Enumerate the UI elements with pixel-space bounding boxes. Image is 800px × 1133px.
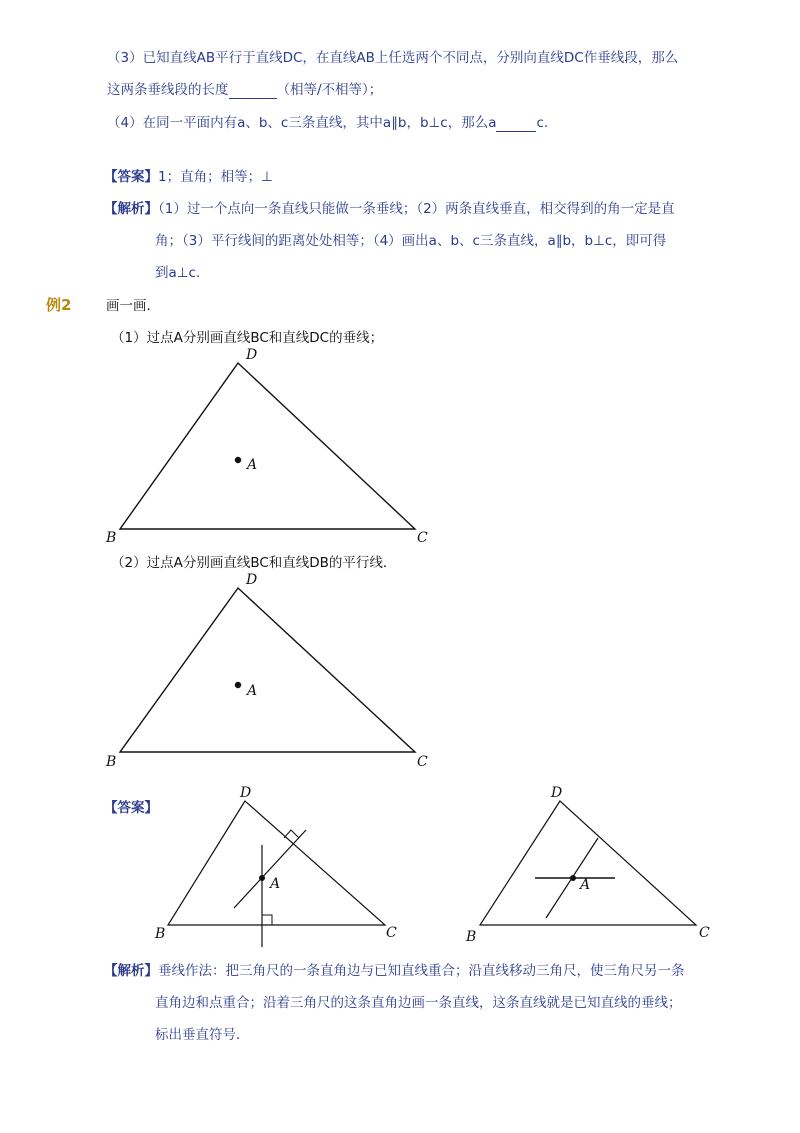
answer-label-b-left: B [155, 926, 166, 942]
analysis1-line1: （1）过一个点向一条直线只能做一条垂线；（2）两条直线垂直，相交得到的角一定是直 [158, 201, 675, 217]
answer-label-b-right: B [466, 929, 477, 945]
q3-line1: （3）已知直线AB平行于直线DC，在直线AB上任选两个不同点，分别向直线DC作垂线段，那么 [107, 50, 679, 66]
answer1-text: 1；直角；相等；⊥ [158, 169, 273, 185]
q4-pre: （4）在同一平面内有a、b、c三条直线，其中a∥b，b⊥c，那么a [107, 115, 497, 131]
analysis2-line2: 直角边和点重合；沿着三角尺的这条直角边画一条直线，这条直线就是已知直线的垂线； [155, 995, 682, 1011]
label-a-1: A [247, 457, 258, 473]
answer1-label: 【答案】 [104, 169, 158, 185]
answer-triangle-right [480, 801, 696, 925]
answer-label-d-left: D [240, 785, 252, 801]
analysis1-line2: 角；（3）平行线间的距离处处相等；（4）画出a、b、c三条直线，a∥b，b⊥c，即可得 [155, 233, 667, 249]
label-d-1: D [246, 347, 258, 363]
answer-label-d-right: D [551, 785, 563, 801]
analysis2-row [104, 959, 685, 979]
answer2-label: 【答案】 [104, 800, 158, 816]
label-b-2: B [106, 754, 117, 770]
example2-part1: （1）过点A分别画直线BC和直线DC的垂线； [111, 330, 384, 346]
answer-label-c-right: C [699, 925, 710, 941]
label-c-2: C [417, 754, 428, 770]
answer-point-a-right [570, 875, 576, 881]
example2-title: 画一画． [106, 298, 160, 314]
example2-part2: （2）过点A分别画直线BC和直线DB的平行线． [111, 555, 397, 571]
analysis2-label: 【解析】 [104, 963, 158, 979]
q3-line2-pre: 这两条垂线段的长度 [107, 82, 229, 98]
label-a-2: A [247, 683, 258, 699]
answer-label-a-left: A [270, 876, 281, 892]
label-c-1: C [417, 530, 428, 546]
label-b-1: B [106, 530, 117, 546]
analysis2-line3: 标出垂直符号． [155, 1027, 250, 1043]
analysis1-line3: 到a⊥c. [155, 265, 201, 281]
analysis1-label: 【解析】 [104, 201, 158, 217]
answer-label-c-left: C [386, 925, 397, 941]
analysis2-line1: 垂线作法：把三角尺的一条直角边与已知直线重合；沿直线移动三角尺，使三角尺另一条 [158, 963, 685, 979]
label-d-2: D [246, 572, 258, 588]
example2-label: 例2 [46, 296, 72, 314]
q3-line2-post: （相等/不相等）； [276, 82, 383, 98]
answer-label-a-right: A [580, 877, 591, 893]
q4-post: c. [536, 115, 549, 131]
